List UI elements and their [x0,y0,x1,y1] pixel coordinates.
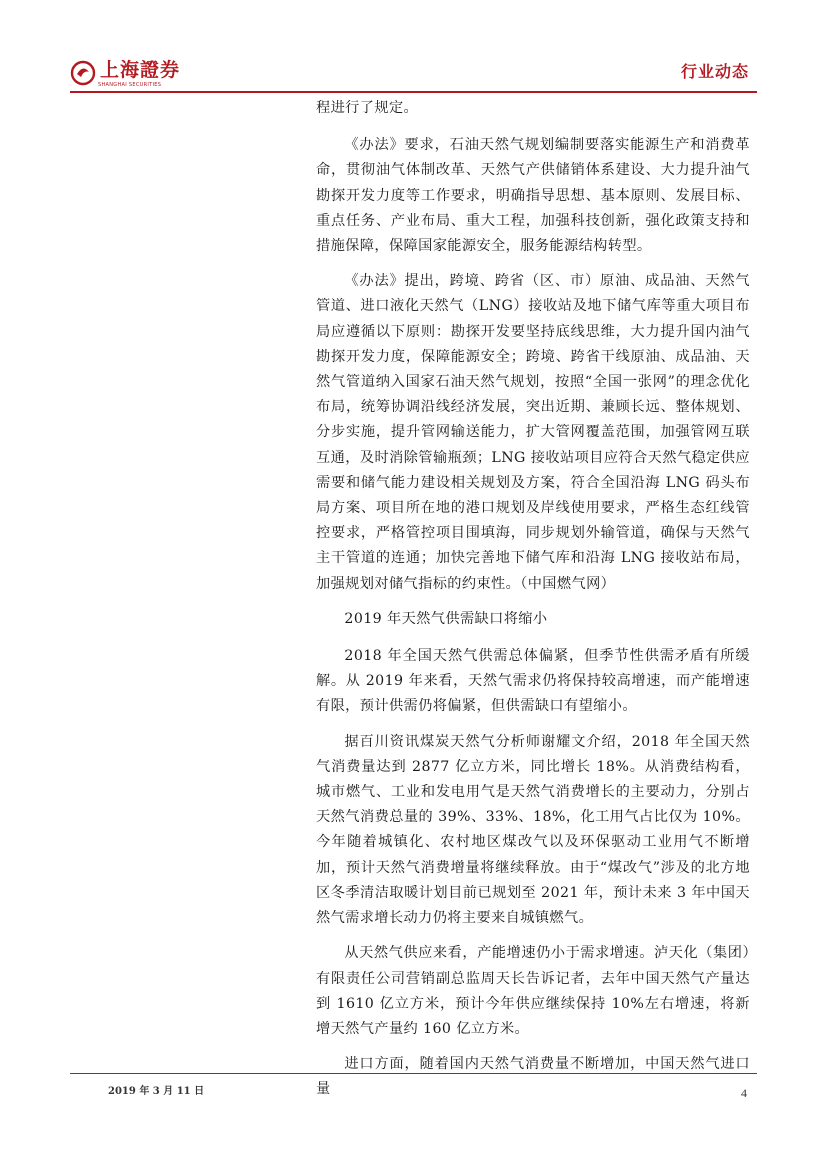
article-body [316,96,750,1113]
section-title: 行业动态 [680,62,749,81]
header-divider [70,91,757,93]
footer-divider [70,1073,757,1074]
paragraph: 进口方面，随着国内天然气消费量不断增加，中国天然气进口量 [316,1056,750,1098]
page-header [0,0,827,100]
logo-english-text: SHANGHAI SECURITIES [98,82,162,88]
subheading: 2019 年天然气供需缺口将缩小 [344,610,548,627]
page-footer [0,1070,827,1110]
paragraph: 《办法》提出，跨境、跨省（区、市）原油、成品油、天然气管道、进口液化天然气（LNG）接收站及地下储气库等重大项目布局应遵循以下原则：勘探开发要坚持底线思维，大力提升国内油气勘探开发力度，保障能源安全；跨境、跨省干线原油、成品油、天然气管道纳入国家石油天然气规划，按照“全国一张网”的理念优化布局，统筹协调沿线经济发展，突出近期、兼顾长远、整体规划、分步实施，提升管网输送能力，扩大管网覆盖范围，加强管网互联互通，及时消除管输瓶颈；LNG 接收站项目应符合天然气稳定供应需要和储气能力建设相关规划及方案，符合全国沿海 LNG 码头布局方案、项目所在地的港口规划及岸线使用要求，严格生态红线管控要求，严格管控项目围填海，同步规划外输管道，确保与天然气主干管道的连通；加快完善地下储气库和沿海 LNG 接收站布局，加强规划对储气指标的约束性。（中国燃气网） [316,273,750,592]
logo-chinese-text: 上海證券 [100,59,181,81]
report-date: 2019 年 3 月 11 日 [108,1086,205,1097]
paragraph: 2018 年全国天然气供需总体偏紧，但季节性供需矛盾有所缓解。从 2019 年来看，天然气需求仍将保持较高增速，而产能增速有限，预计供需仍将偏紧，但供需缺口有望缩小。 [316,648,750,715]
company-logo [70,58,210,92]
page-number: 4 [741,1086,747,1100]
paragraph: 从天然气供应来看，产能增速仍小于需求增速。泸天化（集团）有限责任公司营销副总监周天长告诉记者，去年中国天然气产量达到 1610 亿立方米，预计今年供应继续保持 10%左右增速，将新增天然气产量约 160 亿立方米。 [316,945,750,1037]
paragraph: 据百川资讯煤炭天然气分析师谢耀文介绍，2018 年全国天然气消费量达到 2877 亿立方米，同比增长 18%。从消费结构看，城市燃气、工业和发电用气是天然气消费增长的主要动力，分别占天然气消费总量的 39%、33%、18%，化工用气占比仅为 10%。今年随着城镇化、农村地区煤改气以及环保驱动工业用气不断增加，预计天然气消费增量将继续释放。由于“煤改气”涉及的北方地区冬季清洁取暖计划目前已规划至 2021 年，预计未来 3 年中国天然气需求增长动力仍将主要来自城镇燃气。 [316,733,750,927]
logo-emblem-icon [70,60,96,86]
paragraph: 《办法》要求，石油天然气规划编制要落实能源生产和消费革命，贯彻油气体制改革、天然气产供储销体系建设、大力提升油气勘探开发力度等工作要求，明确指导思想、基本原则、发展目标、重点任务、产业布局、重大工程，加强科技创新，强化政策支持和措施保障，保障国家能源安全，服务能源结构转型。 [316,137,750,255]
paragraph-continuation: 程进行了规定。 [316,100,419,116]
